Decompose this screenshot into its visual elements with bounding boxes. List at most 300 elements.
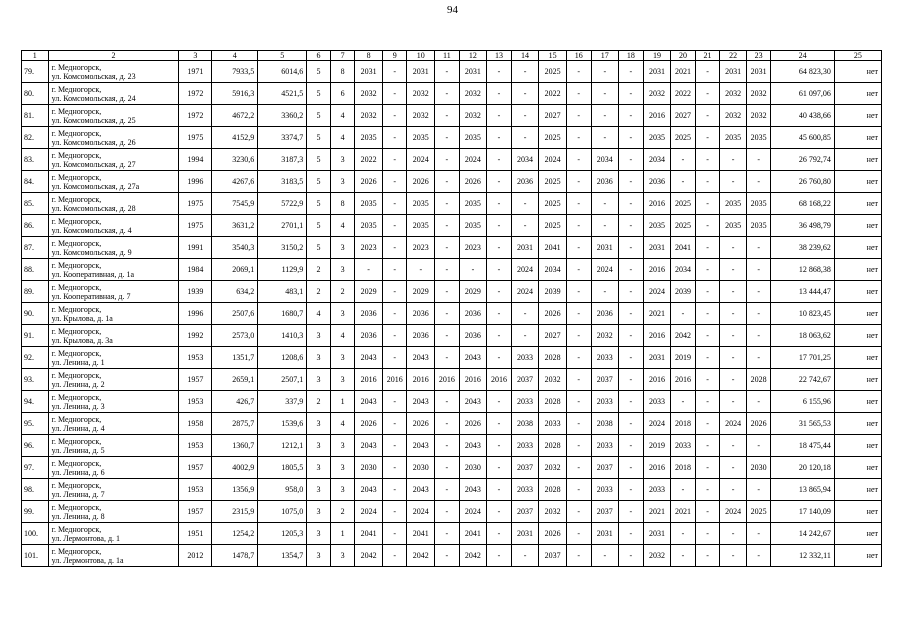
cell-col-10: 2031 [407,61,435,83]
cell-col-6: 5 [307,105,331,127]
cell-col-19: 2021 [643,303,671,325]
cell-col-20: - [671,479,696,501]
cell-col-20: 2033 [671,435,696,457]
cell-col-21: - [695,105,720,127]
cell-col-19: 2016 [643,259,671,281]
cell-col-17: 2033 [591,479,619,501]
cell-col-11: - [435,413,460,435]
cell-col-3: 1953 [179,391,212,413]
cell-col-24: 68 168,22 [771,193,834,215]
cell-col-11: - [435,347,460,369]
cell-col-10: 2036 [407,325,435,347]
address-city: г. Медногорск, [51,502,102,512]
column-header-15: 15 [539,51,567,61]
cell-col-20: - [671,171,696,193]
cell-col-13: - [487,545,512,567]
cell-col-17: 2031 [591,237,619,259]
address-city: г. Медногорск, [51,282,102,292]
cell-col-3: 1972 [179,105,212,127]
cell-col-10: 2035 [407,215,435,237]
cell-col-12: 2043 [459,479,487,501]
cell-col-21: - [695,413,720,435]
cell-col-7: 1 [330,523,355,545]
cell-col-14: 2033 [511,479,539,501]
cell-col-21: - [695,457,720,479]
cell-col-19: 2016 [643,457,671,479]
cell-col-24: 18 063,62 [771,325,834,347]
cell-col-7: 1 [330,391,355,413]
cell-col-9: - [382,193,407,215]
cell-col-22: - [720,149,747,171]
address-street: ул. Лермонтова, д. 1а [51,555,124,565]
cell-col-12: 2035 [459,215,487,237]
cell-col-11: - [435,457,460,479]
cell-col-15: 2028 [539,347,567,369]
cell-col-4: 4152,9 [212,127,258,149]
cell-col-6: 3 [307,369,331,391]
cell-col-8: 2035 [355,215,383,237]
row-number: 96. [22,435,49,457]
cell-col-3: 1971 [179,61,212,83]
cell-col-9: - [382,347,407,369]
cell-col-8: 2026 [355,171,383,193]
address-street: ул. Ленина, д. 5 [51,445,105,455]
row-number: 92. [22,347,49,369]
cell-col-24: 26 760,80 [771,171,834,193]
cell-col-13: - [487,149,512,171]
cell-col-6: 5 [307,237,331,259]
cell-col-4: 426,7 [212,391,258,413]
cell-col-23: - [746,391,771,413]
cell-col-23: - [746,523,771,545]
cell-col-6: 3 [307,347,331,369]
cell-col-11: - [435,149,460,171]
cell-col-25: нет [834,347,881,369]
cell-col-15: 2027 [539,325,567,347]
cell-col-19: 2016 [643,369,671,391]
column-header-16: 16 [566,51,591,61]
cell-col-25: нет [834,281,881,303]
address-street: ул. Комсомольская, д. 4 [51,225,132,235]
cell-col-19: 2024 [643,281,671,303]
cell-col-21: - [695,501,720,523]
cell-col-18: - [619,61,644,83]
cell-col-15: 2025 [539,171,567,193]
cell-col-15: 2022 [539,83,567,105]
cell-col-14: 2037 [511,457,539,479]
cell-col-11: - [435,127,460,149]
cell-col-8: 2035 [355,127,383,149]
cell-col-17: 2036 [591,303,619,325]
cell-col-20: 2025 [671,127,696,149]
cell-col-24: 18 475,44 [771,435,834,457]
cell-col-16: - [566,281,591,303]
cell-col-25: нет [834,61,881,83]
cell-col-24: 13 444,47 [771,281,834,303]
cell-col-15: 2033 [539,413,567,435]
cell-col-11: - [435,391,460,413]
cell-col-20: 2019 [671,347,696,369]
cell-col-24: 14 242,67 [771,523,834,545]
table-row [22,61,882,83]
cell-col-11: - [435,325,460,347]
cell-col-20: - [671,545,696,567]
cell-col-7: 4 [330,413,355,435]
cell-col-7: 3 [330,259,355,281]
address-cell [48,171,179,193]
cell-col-4: 1360,7 [212,435,258,457]
cell-col-4: 3230,6 [212,149,258,171]
cell-col-25: нет [834,523,881,545]
cell-col-13: - [487,479,512,501]
cell-col-25: нет [834,435,881,457]
address-cell [48,435,179,457]
cell-col-17: - [591,193,619,215]
cell-col-5: 3187,3 [258,149,307,171]
cell-col-15: 2026 [539,303,567,325]
cell-col-3: 1957 [179,369,212,391]
cell-col-21: - [695,127,720,149]
cell-col-13: - [487,435,512,457]
cell-col-14: 2033 [511,435,539,457]
cell-col-7: 3 [330,369,355,391]
cell-col-6: 3 [307,523,331,545]
cell-col-4: 2573,0 [212,325,258,347]
table-row [22,171,882,193]
cell-col-9: 2016 [382,369,407,391]
cell-col-19: 2016 [643,325,671,347]
column-header-6: 6 [307,51,331,61]
address-cell [48,303,179,325]
cell-col-11: - [435,501,460,523]
cell-col-22: 2032 [720,105,747,127]
cell-col-15: 2041 [539,237,567,259]
cell-col-20: 2034 [671,259,696,281]
cell-col-12: 2032 [459,83,487,105]
cell-col-6: 5 [307,171,331,193]
cell-col-22: 2024 [720,413,747,435]
row-number: 89. [22,281,49,303]
cell-col-9: - [382,149,407,171]
cell-col-18: - [619,83,644,105]
address-street: ул. Комсомольская, д. 28 [51,203,136,213]
cell-col-3: 1984 [179,259,212,281]
cell-col-15: 2025 [539,193,567,215]
cell-col-13: - [487,193,512,215]
cell-col-21: - [695,391,720,413]
address-city: г. Медногорск, [51,216,102,226]
cell-col-15: 2032 [539,457,567,479]
cell-col-20: - [671,149,696,171]
page-number: 94 [447,4,458,16]
cell-col-4: 2069,1 [212,259,258,281]
cell-col-22: - [720,303,747,325]
cell-col-8: 2032 [355,83,383,105]
cell-col-22: - [720,171,747,193]
cell-col-13: - [487,259,512,281]
cell-col-3: 1996 [179,303,212,325]
cell-col-18: - [619,105,644,127]
cell-col-24: 6 155,96 [771,391,834,413]
cell-col-24: 26 792,74 [771,149,834,171]
cell-col-9: - [382,325,407,347]
cell-col-23: 2035 [746,215,771,237]
cell-col-14: - [511,545,539,567]
row-number: 98. [22,479,49,501]
cell-col-15: 2034 [539,259,567,281]
address-street: ул. Ленина, д. 8 [51,511,105,521]
cell-col-19: 2033 [643,479,671,501]
cell-col-12: 2043 [459,435,487,457]
cell-col-17: 2031 [591,523,619,545]
cell-col-11: - [435,193,460,215]
cell-col-21: - [695,193,720,215]
column-header-20: 20 [671,51,696,61]
cell-col-5: 1805,5 [258,457,307,479]
row-number: 85. [22,193,49,215]
cell-col-18: - [619,413,644,435]
cell-col-4: 2659,1 [212,369,258,391]
cell-col-3: 1957 [179,501,212,523]
table-row [22,149,882,171]
cell-col-7: 3 [330,347,355,369]
cell-col-21: - [695,435,720,457]
cell-col-20: 2018 [671,413,696,435]
cell-col-7: 8 [330,61,355,83]
cell-col-3: 1975 [179,215,212,237]
cell-col-13: - [487,215,512,237]
cell-col-24: 17 701,25 [771,347,834,369]
table-row [22,501,882,523]
cell-col-4: 1351,7 [212,347,258,369]
cell-col-3: 1953 [179,347,212,369]
table-row [22,83,882,105]
cell-col-21: - [695,479,720,501]
cell-col-7: 4 [330,127,355,149]
cell-col-22: - [720,259,747,281]
cell-col-17: - [591,83,619,105]
cell-col-7: 3 [330,171,355,193]
cell-col-25: нет [834,149,881,171]
cell-col-9: - [382,259,407,281]
row-number: 93. [22,369,49,391]
cell-col-8: 2036 [355,325,383,347]
cell-col-11: - [435,237,460,259]
cell-col-23: - [746,325,771,347]
cell-col-22: - [720,347,747,369]
cell-col-7: 8 [330,193,355,215]
cell-col-9: - [382,501,407,523]
address-city: г. Медногорск, [51,194,102,204]
cell-col-12: 2029 [459,281,487,303]
cell-col-15: 2032 [539,369,567,391]
cell-col-17: - [591,61,619,83]
row-number: 81. [22,105,49,127]
row-number: 88. [22,259,49,281]
cell-col-22: 2035 [720,127,747,149]
cell-col-18: - [619,545,644,567]
address-cell [48,149,179,171]
cell-col-5: 337,9 [258,391,307,413]
cell-col-6: 3 [307,435,331,457]
cell-col-11: - [435,545,460,567]
cell-col-4: 634,2 [212,281,258,303]
address-cell [48,215,179,237]
cell-col-25: нет [834,259,881,281]
address-city: г. Медногорск, [51,304,102,314]
cell-col-22: 2035 [720,215,747,237]
cell-col-17: 2037 [591,369,619,391]
cell-col-9: - [382,391,407,413]
cell-col-10: 2035 [407,127,435,149]
cell-col-11: - [435,83,460,105]
address-street: ул. Крылова, д. 1а [51,313,113,323]
cell-col-17: 2038 [591,413,619,435]
cell-col-16: - [566,457,591,479]
cell-col-6: 4 [307,303,331,325]
row-number: 86. [22,215,49,237]
cell-col-21: - [695,369,720,391]
cell-col-5: 483,1 [258,281,307,303]
cell-col-12: 2024 [459,501,487,523]
row-number: 82. [22,127,49,149]
cell-col-15: 2025 [539,127,567,149]
column-header-24: 24 [771,51,834,61]
cell-col-8: 2029 [355,281,383,303]
table-row [22,347,882,369]
address-city: г. Медногорск, [51,84,102,94]
cell-col-6: 3 [307,457,331,479]
cell-col-18: - [619,347,644,369]
cell-col-13: 2016 [487,369,512,391]
cell-col-8: - [355,259,383,281]
cell-col-12: 2032 [459,105,487,127]
cell-col-22: - [720,479,747,501]
cell-col-3: 1975 [179,127,212,149]
cell-col-18: - [619,391,644,413]
cell-col-17: - [591,215,619,237]
cell-col-7: 2 [330,501,355,523]
cell-col-25: нет [834,479,881,501]
cell-col-6: 2 [307,281,331,303]
cell-col-11: - [435,61,460,83]
cell-col-11: - [435,259,460,281]
cell-col-11: 2016 [435,369,460,391]
cell-col-8: 2030 [355,457,383,479]
address-city: г. Медногорск, [51,172,102,182]
cell-col-24: 12 332,11 [771,545,834,567]
table-row [22,325,882,347]
cell-col-25: нет [834,237,881,259]
cell-col-8: 2043 [355,479,383,501]
address-cell [48,413,179,435]
address-street: ул. Комсомольская, д. 27 [51,159,136,169]
table-row [22,281,882,303]
cell-col-16: - [566,193,591,215]
cell-col-9: - [382,303,407,325]
cell-col-4: 4672,2 [212,105,258,127]
cell-col-17: 2032 [591,325,619,347]
column-header-8: 8 [355,51,383,61]
cell-col-9: - [382,83,407,105]
cell-col-20: 2042 [671,325,696,347]
cell-col-22: - [720,369,747,391]
cell-col-16: - [566,259,591,281]
cell-col-7: 3 [330,457,355,479]
cell-col-13: - [487,61,512,83]
cell-col-16: - [566,391,591,413]
address-city: г. Медногорск, [51,524,102,534]
cell-col-25: нет [834,83,881,105]
address-street: ул. Ленина, д. 4 [51,423,105,433]
cell-col-14: 2038 [511,413,539,435]
cell-col-3: 1953 [179,435,212,457]
cell-col-11: - [435,303,460,325]
cell-col-22: - [720,435,747,457]
cell-col-23: 2035 [746,193,771,215]
cell-col-16: - [566,479,591,501]
cell-col-14: - [511,193,539,215]
cell-col-18: - [619,149,644,171]
cell-col-18: - [619,325,644,347]
cell-col-3: 1994 [179,149,212,171]
cell-col-20: 2021 [671,501,696,523]
cell-col-24: 13 865,94 [771,479,834,501]
cell-col-23: 2035 [746,127,771,149]
cell-col-25: нет [834,369,881,391]
row-number: 95. [22,413,49,435]
cell-col-5: 6014,6 [258,61,307,83]
cell-col-13: - [487,347,512,369]
cell-col-23: - [746,281,771,303]
cell-col-16: - [566,61,591,83]
cell-col-24: 40 438,66 [771,105,834,127]
cell-col-24: 17 140,09 [771,501,834,523]
row-number: 91. [22,325,49,347]
cell-col-5: 5722,9 [258,193,307,215]
address-city: г. Медногорск, [51,150,102,160]
cell-col-10: 2016 [407,369,435,391]
cell-col-18: - [619,435,644,457]
cell-col-15: 2025 [539,61,567,83]
cell-col-10: - [407,259,435,281]
address-street: ул. Комсомольская, д. 25 [51,115,136,125]
cell-col-5: 3360,2 [258,105,307,127]
cell-col-13: - [487,325,512,347]
cell-col-10: 2026 [407,171,435,193]
cell-col-14: - [511,83,539,105]
cell-col-12: 2035 [459,127,487,149]
cell-col-7: 3 [330,435,355,457]
row-number: 87. [22,237,49,259]
address-street: ул. Кооперативная, д. 7 [51,291,131,301]
cell-col-20: 2016 [671,369,696,391]
cell-col-24: 31 565,53 [771,413,834,435]
cell-col-23: 2030 [746,457,771,479]
cell-col-3: 1996 [179,171,212,193]
cell-col-12: 2042 [459,545,487,567]
column-header-18: 18 [619,51,644,61]
table-row [22,545,882,567]
cell-col-14: - [511,61,539,83]
cell-col-6: 3 [307,501,331,523]
cell-col-25: нет [834,105,881,127]
cell-col-5: 1205,3 [258,523,307,545]
cell-col-20: - [671,391,696,413]
cell-col-19: 2031 [643,347,671,369]
address-city: г. Медногорск, [51,546,102,556]
row-number: 94. [22,391,49,413]
